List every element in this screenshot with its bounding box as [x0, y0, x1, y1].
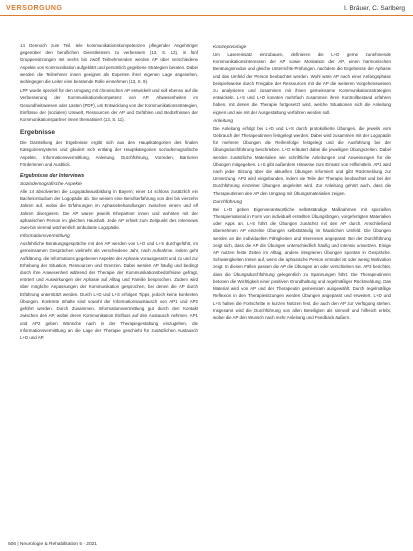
- subheading-instruction: Anleitung: [213, 118, 234, 124]
- paragraph: Die Darstellung der Ergebnisse ergibt sich aus den Hauptkategorien des finalen Kategoriensystems und gliedert sich entlang der Hauptkategorien soziodemografische Aspekte, Informationsvermittlung, Anleitung, Durchführung, Vorreden, Barrieren Förderinnen und Ausblick.: [20, 140, 198, 167]
- section-heading-interview-results: Ergebnisse der Interviews: [20, 173, 85, 180]
- subheading-execution: Durchführung: [213, 199, 243, 205]
- section-label: VERSORGUNG: [6, 5, 63, 12]
- paragraph: 14 Dennoch zum Teil. tele kommunikationskompetenzen pflegender Angehöriger gegenüber den beruflichen Dienstleistern zu verbessern (13, S. 12), in fünf Gruppensitzungen mit sechs bis zwölf Teilnehmenden werden AP über verschiedene Aspekte von Kommunikation aufgeklärt und persönlich gegebene Strategien beraten. Dabei werden die Teilnehmer innen geeignet als Experten ihrer eigenen Lage angesehen, wohingegen die Leiter eine beratende Rolle einnehmen (13, S. 9).: [20, 43, 198, 85]
- page-footer: 506 | Neurologie & Rehabilitation 5 · 2021: [8, 542, 97, 547]
- paragraph: Alle 14 absolvierten die Logopädieausbildung in Bayern; einer 14 schloss zusätzlich ein Bachelorstudium der Logopädie ab. Sie weisen eine Berufserfahrung von drei bis vierzehn Jahren auf, wobei die Erfahrungen im Aphasiebehandlungen zwischen einem und elf Jahren divergieren. Die AP waren jeweils Ehepartner innen und wohnten mit der aphasischen Person im gleichen Haushalt. Jede AP erhielt zum Zeitpunkt des Interviews zwei-bis viermal wöchentlich ambulante Logopädie.: [20, 189, 198, 231]
- subheading-sociodemographic: Soziodemografische Aspekte: [20, 182, 82, 188]
- paragraph: LPF wurde speziell für den Umgang mit chronischen AP entwickelt und soll ebenso auf die Verbesserung der Kommunikationskompetenz von AP. Abwesenheiten im Gesundheitswesen oder Lasten (PDF), um Entwicklung von der Kommunikationsstrategien, Einflüsse der (sozialen) Umwelt, Ressourcen der AP und Gefühlen und Bedürfnissen der Kommunikationspartner innen thematisiert (13, S. 11).: [20, 88, 198, 123]
- left-column: [20, 42, 198, 343]
- section-heading-results: Ergebnisse: [20, 129, 56, 137]
- subheading-concept: Konzeptvorlage: [213, 45, 247, 50]
- paragraph: Die Anleitung erfolgt bei L+D und L+S durch protokollierte Übungen, die jeweils vom Gebrauch der Therapeutinnen festgelegt werden. Dabei wird zusammen mit der Logopädin für mehrere Übungen die Reihenfolge festgelegt und die Ausführung bei der Übungsdurchführung beschrieben. L+D erläutert dabei die jeweiligen Übungszeiten. Dabei werden zusätzliche Materialien wie schriftliche Anleitungen und Anweisungen für die Übungen mitgegeben. L+S gibt außerdem Hinweise zum Einsatz von Hilfsmitteln. AP1 wird nach jeder Sitzung über die aktuellen Übungen informiert und gibt Rückmeldung zur Umsetzung. AP2 wird eingebunden, indem sie Teile der Therapie beobachtet und bei der Durchführung einzelner Übungen angeleitet wird. Zur Anleitung gehört auch, dass die Therapeutinnen den AP den Umgang mit Übungsmaterialien zeigen.: [213, 125, 391, 196]
- header-rule: [0, 15, 413, 16]
- authors-label: I. Bräuer, C. Sarlberg: [343, 5, 405, 12]
- page-header: [0, 0, 413, 22]
- paragraph: Um Lasereinsatz einzubauen, definieren die L+D gerne zunehmende Kommunikationsinteressen der AP sowie Motivation der AP, einen harmonischen Beratungsmodus und gleiche Unterrichts-Prüfungen, nachdem die Ergebnisse der Aphasie und das Umfeld der Person beobachtet werden. Wohl wäre AP nach einer Anfangsphase beispielsweise durch Freigabe der Ressourcen mit die AP die weiteren Vorgehensweisen zu analysieren und zusammen mit ihnen gemeinsame Kommunikationsstrategien entwickeln. L+S und L+D konnten mehrfach zusammen ihren Kontrollbestand erfahren haben, mit denen die Therapie fortgesetzt wird, welche Situationen sich die Anleitung eignen und wie mit der Ausgestaltung verfahren werden soll.: [213, 52, 391, 115]
- subheading-information: Informationsvermittlung: [20, 234, 70, 240]
- right-column: [213, 42, 391, 323]
- paragraph: Bei L+D geben Eigenverantwortliche selbstständige Maßnahmen mit speziellen Therapiematerial in Form von individuell erstellten Übungsbögen, vorgefertigten Materialien oder Apps an. L+S führt die Übungen zunächst mit den AP durch. Anschließend übernehmen AP einzelne Übungen selbstständig im häuslichen Umfeld. Die Übungen werden an die individuellen Fähigkeiten und Interessen angepasst. Bei der Durchführung zeigt sich, dass die AP die Übungen unterschiedlich häufig und intensiv umsetzen. Einige AP nutzen feste Zeiten im Alltag, andere integrieren Übungen spontan in Gespräche. Schwierigkeiten treten auf, wenn die aphasische Person ermüdet ist oder wenig Motivation zeigt. In diesen Fällen passen die AP die Übungen an oder verschieben sie. AP2 berichtet, dass die Übungsdurchführung gelegentlich zu Spannungen führt. Die Therapeutinnen betonen die Wichtigkeit einer positiven Grundhaltung und regelmäßiger Rückmeldung. Das Material wird von AP und der Therapeutin gemeinsam ausgewählt. Durch regelmäßige Reflexion in den Therapiesitzungen werden Übungen angepasst und erweitert. L+D und L+S halten die Fortschritte in kurzen Notizen fest, die auch den AP zur Verfügung stehen. Insgesamt wird die Durchführung von allen Beteiligten als sinnvoll und hilfreich erlebt, wobei die AP den Wunsch nach mehr Anleitung und Feedback äußern.: [213, 206, 391, 320]
- paragraph: Ausführliche Beratungsgespräche mit den AP werden von L+D und L+S durchgeführt, im gemeinsamen Gesprächen vielmehr als verschiedene Jahr, nach Aufnahme, indem geht Aufklärung, die Informations gegebenen Aspekte der Aphasie vorausgesetzt und zu und zur Erhebung der Situation, Ressourcen und Grenzen. Dabei werden AP häufig und bedingt durch ihre Anwesenheit während der Therapie der Kommunikationsbedürfnisse gefragt, erörtert und Auswirkungen der Aphasie auf Alltag und Familie besprochen. Zudem wird über mögliche Anpassungen der Kommunikation gesprochen, bei denen die AP durch Erfahrung unterstützt werden. Durch L+D und L+S erfolgen Tipps, jedoch keine konkreten Übungen. Konkrete Inhalte sind sowohl der Informationsaustausch von AP1 und AP2 geführt werden. Durch Zusammen, Informationsvermittlung gut durch den Kontakt zwischen den AP, wobei deren Kommunikation Einfluss auf den Austausch nehmen. AP1 und AP2 geben Wünsche nach in der Therapiegestaltung einzugehen, die Informationsvermittlung an die Lage der Therapie geschieht für zusätzlichen Austausch L+D und AP.: [20, 241, 198, 340]
